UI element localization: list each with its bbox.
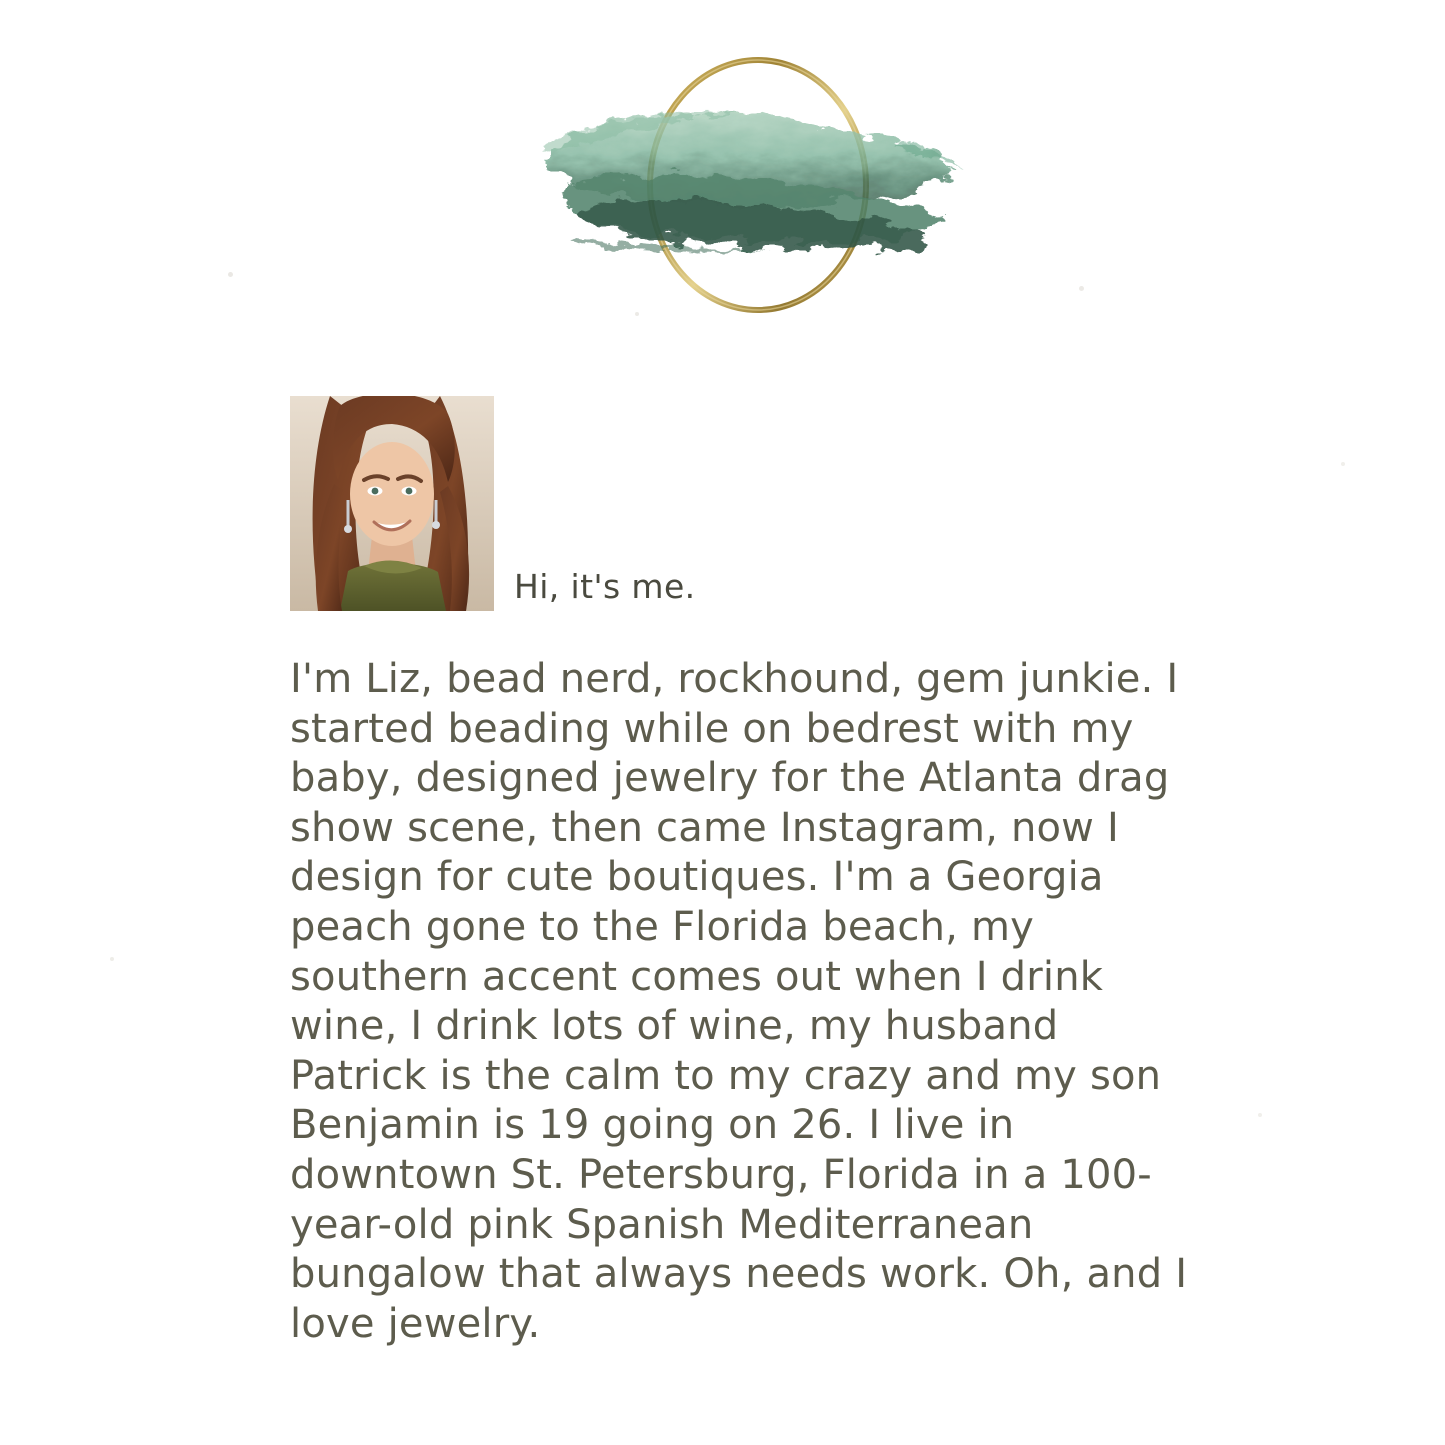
greeting-text: Hi, it's me.	[514, 567, 696, 606]
bio-paragraph: I'm Liz, bead nerd, rockhound, gem junkie. I started beading while on bedrest with my baby, designed jewelry for the Atlanta drag show scene, then came Instagram, now I design for cute boutiques. I'm a Georgia peach gone to the Florida beach, my southern accent comes out when I drink wine, I drink lots of wine, my husband Patrick is the calm to my crazy and my son Benjamin is 19 going on 26. I live in downtown St. Petersburg, Florida in a 100-year-old pink Spanish Mediterranean bungalow that always needs work. Oh, and I love jewelry.	[290, 656, 1188, 1347]
intro-row	[290, 396, 696, 611]
avatar	[290, 396, 494, 611]
page-speck	[110, 957, 114, 961]
page-speck	[1258, 1113, 1262, 1117]
header-logo-mark	[0, 0, 1445, 360]
page-speck	[1341, 462, 1345, 466]
